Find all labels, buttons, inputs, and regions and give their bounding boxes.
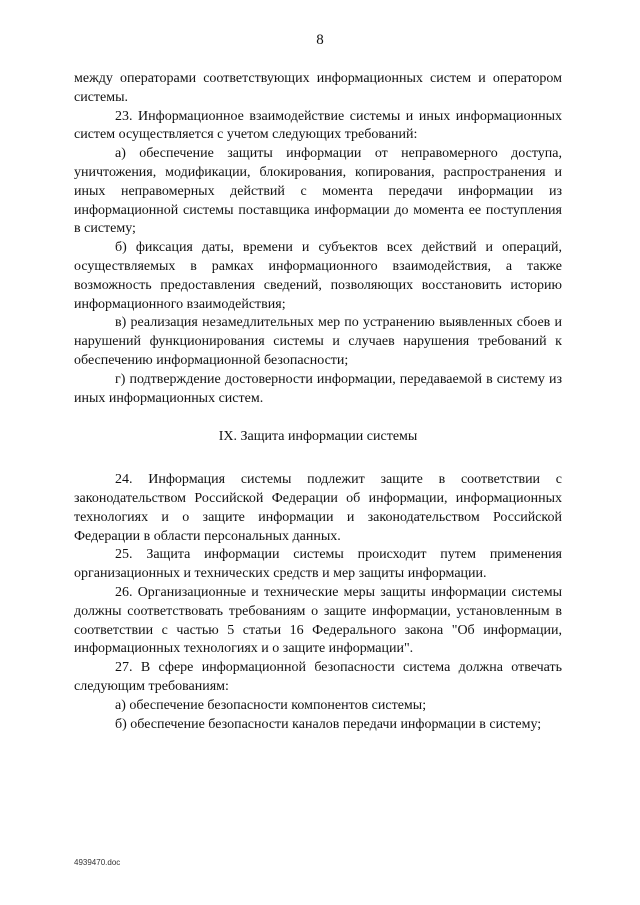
- paragraph-26: 26. Организационные и технические меры защиты информации системы должны соответствовать требованиям о защите информации, установленным в соответствии с частью 5 статьи 16 Федерального закона "Об информации, информационных технологиях и о защите информации".: [74, 584, 562, 657]
- paragraph-27: 27. В сфере информационной безопасности система должна отвечать следующим требованиям:: [74, 660, 562, 694]
- paragraph-23-a: а) обеспечение защиты информации от неправомерного доступа, уничтожения, модификации, блокирования, копирования, распространения и иных неправомерных действий с момента передачи информации из информационной системы поставщика информации до момента ее поступления в систему;: [74, 146, 562, 237]
- paragraph-24: 24. Информация системы подлежит защите в соответствии с законодательством Российской Федерации об информации, информационных технологиях и о защите информации и законодательством Российской Федерации в области персональных данных.: [74, 472, 562, 544]
- paragraph-23: 23. Информационное взаимодействие системы и иных информационных систем осуществляется с учетом следующих требований:: [74, 108, 562, 143]
- paragraph-continuation: между операторами соответствующих информационных систем и оператором системы.: [74, 71, 562, 105]
- paragraph-27-b: б) обеспечение безопасности каналов передачи информации в систему;: [115, 716, 542, 732]
- paragraph-23-b: б) фиксация даты, времени и субъектов всех действий и операций, осуществляемых в рамках информационного взаимодействия, а также возможность предоставления сведений, позволяющих восстановить историю информационного взаимодействия;: [74, 240, 562, 312]
- paragraph-23-v: в) реализация незамедлительных мер по устранению выявленных сбоев и нарушений функционирования системы и случаев нарушения требований к обеспечению информационной безопасности;: [74, 315, 562, 368]
- paragraph-23-g: г) подтверждение достоверности информации, передаваемой в систему из иных информационных систем.: [74, 371, 562, 406]
- footer-doc-code: 4939470.doc: [74, 858, 121, 867]
- page-number: 8: [316, 32, 324, 48]
- section-heading: IX. Защита информации системы: [218, 429, 418, 445]
- document-body: [74, 70, 562, 734]
- paragraph-25: 25. Защита информации системы происходит путем применения организационных и технических средств и мер защиты информации.: [74, 547, 562, 582]
- paragraph-27-a: а) обеспечение безопасности компонентов системы;: [115, 697, 427, 713]
